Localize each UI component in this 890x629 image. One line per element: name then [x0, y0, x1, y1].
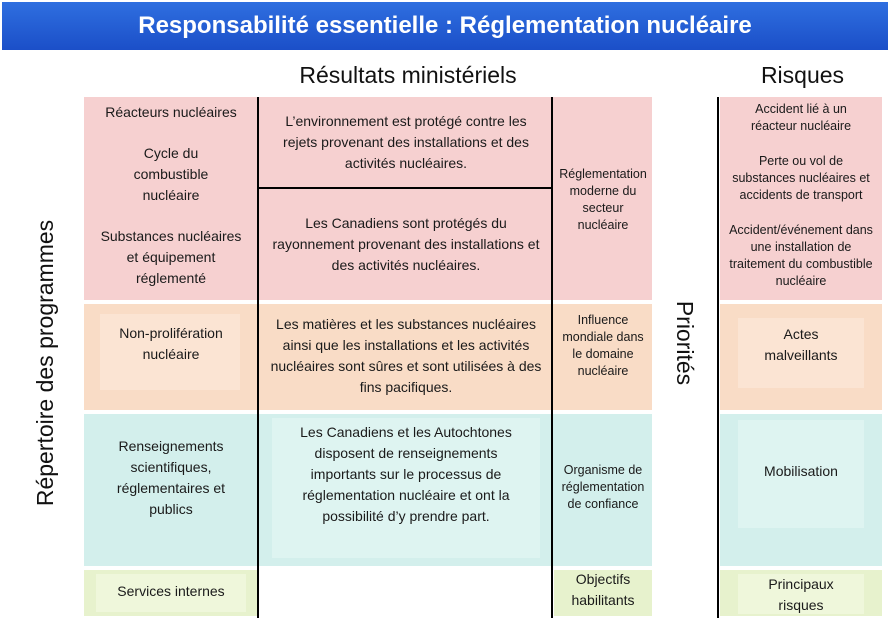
- program-substances-equipment: Substances nucléaires et équipement réglementé: [100, 228, 242, 286]
- priority-modern-regulation: Réglementation moderne du secteur nucléaire: [559, 167, 647, 232]
- result-environment: L’environnement est protégé contre les rejets provenant des installations et des activités nucléaires.: [283, 112, 529, 171]
- risk-principal: Principaux risques: [768, 576, 834, 613]
- divider-risks-left: [717, 97, 719, 618]
- result-radiation-protection: Les Canadiens sont protégés du rayonnement provenant des installations et des activités nucléaires.: [272, 214, 540, 273]
- title-banner: [2, 2, 888, 50]
- divider-programs-results: [257, 97, 259, 618]
- program-inventory-label: Répertoire des programmes: [31, 219, 58, 507]
- program-nuclear-reactors: Réacteurs nucléaires: [105, 104, 237, 120]
- program-nonproliferation: Non-prolifération nucléaire: [119, 325, 223, 362]
- programs-regulation: [86, 98, 256, 298]
- priority-global-influence: Influence mondiale dans le domaine nucléaire: [562, 313, 644, 378]
- risk-loss-theft: Perte ou vol de substances nucléaires et accidents de transport: [732, 154, 870, 202]
- results-header: Résultats ministériels: [299, 62, 517, 88]
- priority-trusted-regulator: Organisme de réglementation de confiance: [561, 462, 645, 511]
- page-title: Responsabilité essentielle : Réglementation nucléaire: [138, 12, 752, 39]
- divider-results-priorities: [551, 97, 553, 618]
- risks-header: Risques: [760, 62, 845, 88]
- risk-mobilization: Mobilisation: [764, 462, 838, 479]
- risk-reactor-accident: Accident lié à un réacteur nucléaire: [750, 102, 852, 133]
- program-internal-services: Services internes: [117, 582, 225, 599]
- risk-malicious-acts: Actes malveillants: [764, 326, 838, 363]
- program-fuel-cycle: Cycle du combustible nucléaire: [133, 145, 209, 203]
- risks-regulation: [722, 98, 880, 298]
- divider-results-row1: [259, 187, 551, 189]
- result-public-engagement: Les Canadiens et les Autochtones disposent de renseignements importants sur le processus de réglementation nucléaire et ont la possibilité d’y prendre part.: [300, 423, 512, 524]
- result-peaceful-use: Les matières et les substances nucléaires ainsi que les installations et les activités nucléaires sont sûres et sont utilisées à des fins pacifiques.: [270, 316, 542, 395]
- program-scientific-info: Renseignements scientifiques, réglementaires et publics: [116, 438, 226, 517]
- priorities-label: Priorités: [672, 300, 699, 386]
- priority-enabling-objectives: Objectifs habilitants: [571, 571, 635, 608]
- risk-facility-event: Accident/événement dans une installation de traitement du combustible nucléaire: [729, 223, 873, 288]
